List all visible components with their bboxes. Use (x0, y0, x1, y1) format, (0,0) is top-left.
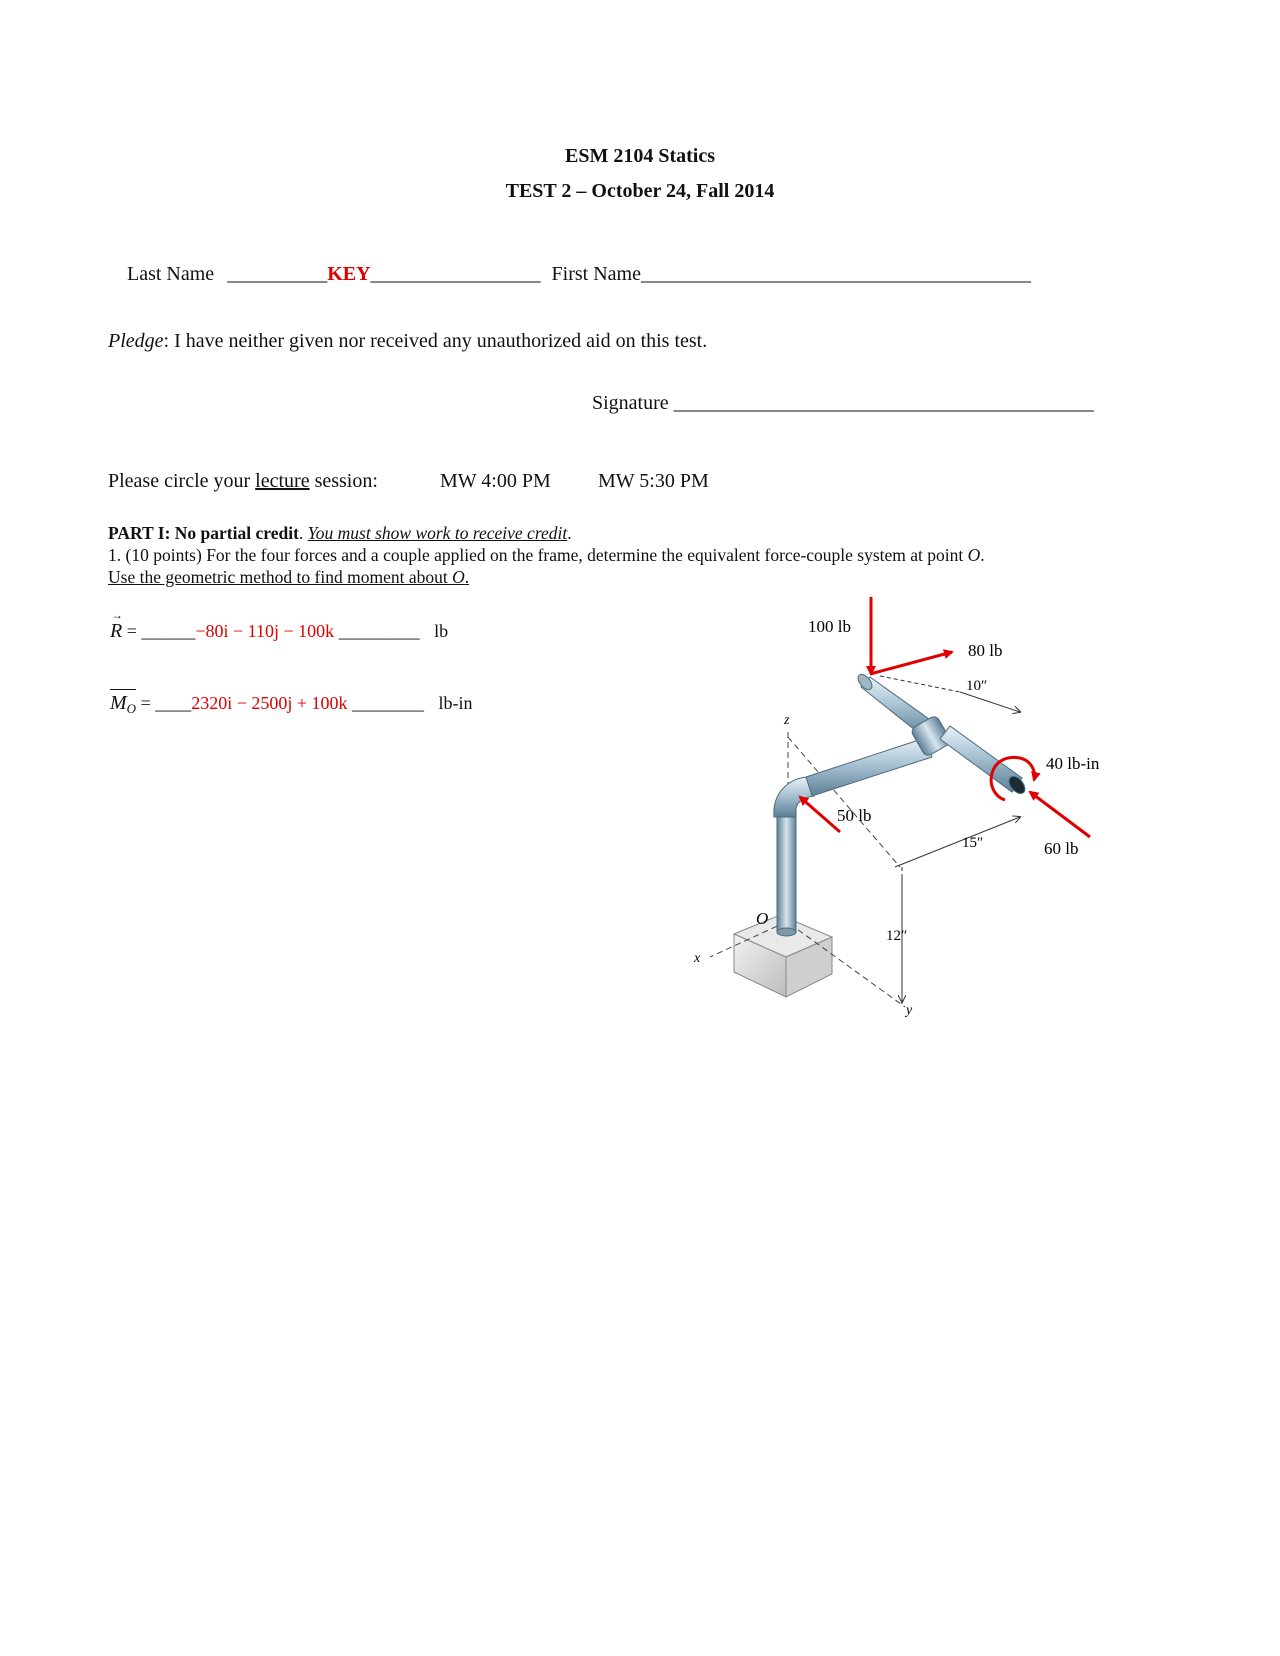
label-50lb: 50 lb (837, 806, 872, 825)
last-name-value: KEY (327, 263, 371, 285)
signature-line: Signature __________________________________________ (592, 392, 1094, 414)
resultant-unit: lb (434, 621, 449, 641)
question-1-method: Use the geometric method to find moment about O. (108, 567, 470, 587)
vertical-pipe (777, 810, 796, 936)
force-50lb-arrow (800, 797, 840, 832)
pledge-text: : I have neither given nor received any unauthorized aid on this test. (163, 330, 708, 352)
test-title: TEST 2 – October 24, Fall 2014 (505, 180, 775, 202)
session-option-mw-530: MW 5:30 PM (598, 470, 709, 492)
pledge-label: Pledge (108, 330, 164, 352)
first-name-label: First Name (551, 263, 641, 285)
question-1-text: 1. (10 points) For the four forces and a couple applied on the frame, determine the equivalent force-couple system at point O. (108, 545, 985, 565)
answer-resultant-force: → R = ______−80i − 110j − 100k _________ lb (110, 608, 449, 642)
force-60lb-arrow (1030, 792, 1090, 837)
axis-x-label: x (694, 951, 701, 966)
diagonal-pipe (806, 738, 932, 796)
resultant-value: −80i − 110j − 100k (195, 621, 335, 641)
session-option-mw-400: MW 4:00 PM (440, 470, 551, 492)
moment-symbol: $M_O$ (110, 692, 137, 716)
axis-y-label: y (906, 1003, 913, 1018)
label-40lbin: 40 lb-in (1046, 754, 1100, 773)
course-title: ESM 2104 Statics (565, 145, 715, 167)
moment-value: 2320i − 2500j + 100k (191, 693, 348, 713)
last-name-label: Last Name (127, 263, 215, 285)
label-15in: 15″ (962, 835, 984, 851)
label-80lb: 80 lb (968, 641, 1003, 660)
label-100lb: 100 lb (808, 617, 851, 636)
name-fields: Last Name __________KEY_________________ First Name_______________________________________ (127, 263, 1031, 285)
moment-unit: lb-in (438, 693, 473, 713)
session-prompt: Please circle your lecture session: (108, 470, 378, 492)
force-80lb-arrow (870, 652, 952, 674)
frame-figure (694, 612, 1170, 1082)
resultant-symbol: → R (110, 608, 123, 642)
label-12in: 12″ (886, 928, 908, 944)
signature-label: Signature (592, 392, 669, 414)
axis-z-label: z (784, 713, 790, 728)
part1-heading: PART I: No partial credit. You must show work to receive credit. (108, 523, 572, 543)
label-60lb: 60 lb (1044, 839, 1079, 858)
label-point-o: O (756, 909, 769, 928)
pledge (108, 330, 707, 353)
answer-moment: $M_O$ = ____2320i − 2500j + 100k ________ lb-in (110, 692, 473, 716)
label-10in: 10″ (966, 678, 988, 694)
